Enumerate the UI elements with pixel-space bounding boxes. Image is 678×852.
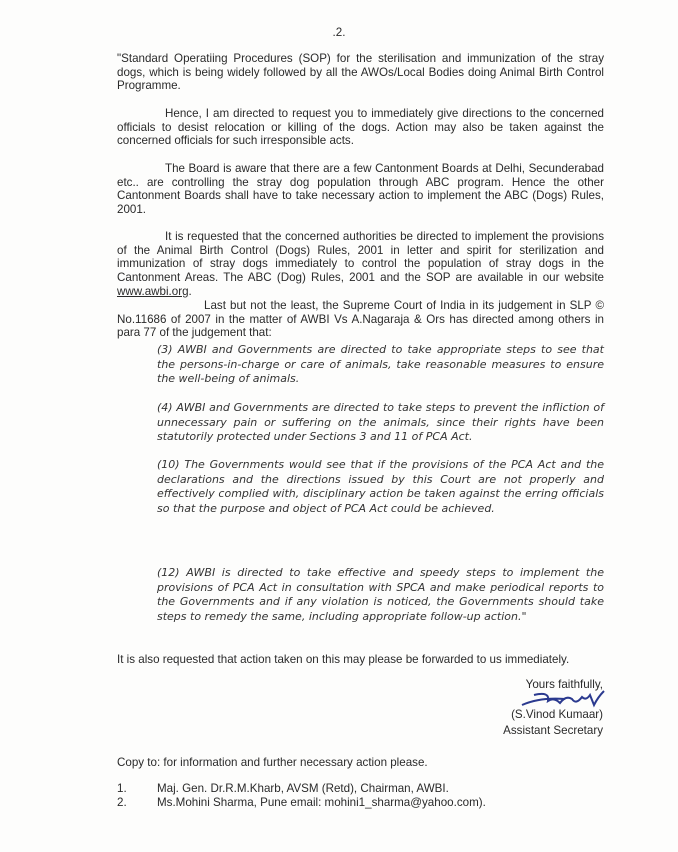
paragraph-sop: "Standard Operatiing Procedures (SOP) for the sterilisation and immunization of the stray dogs, which is being widely followed by all the AWOs/Local Bodies doing Animal Birth Control Programme. bbox=[117, 52, 604, 93]
copy-to-item bbox=[117, 782, 449, 796]
quote-4: (4) AWBI and Governments are directed to take steps to prevent the infliction of unnecessary pain or suffering on the animals, since their rights have been statutorily protected under Sections 3 and 11 of PCA Act. bbox=[157, 401, 604, 444]
paragraph-directions: Hence, I am directed to request you to immediately give directions to the concerned officials to desist relocation or killing of the dogs. Action may also be taken against the concerned officials for such irresponsible acts. bbox=[117, 107, 604, 148]
signatory-title: Assistant Secretary bbox=[503, 724, 603, 737]
paragraph-supreme-court: Last but not the least, the Supreme Court of India in its judgement in SLP © No.11686 of 2007 in the matter of AWBI Vs A.Nagaraja & Ors has directed among others in para 77 of the judgement that: bbox=[117, 299, 604, 340]
item-text: Ms.Mohini Sharma, Pune email: mohini1_sharma@yahoo.com). bbox=[157, 796, 486, 809]
signatory-name: (S.Vinod Kumaar) bbox=[511, 708, 603, 721]
copy-to-label: Copy to: for information and further necessary action please. bbox=[117, 756, 428, 769]
paragraph-request: It is requested that the concerned authorities be directed to implement the provisions of the Animal Birth Control (Dogs) Rules, 2001 in letter and spirit for sterilization and immunization of stray dogs immediately to control the population of stray dogs in the Cantonment Areas. The ABC (Dog) Rules, 2001 and the SOP are available in our website www.awbi.org. bbox=[117, 230, 604, 298]
paragraph-cantonment: The Board is aware that there are a few Cantonment Boards at Delhi, Secunderabad etc.. are controlling the stray dog population through ABC program. Hence the other Cantonment Boards shall have to take necessary action to implement the ABC (Dogs) Rules, 2001. bbox=[117, 162, 604, 217]
page-number: .2. bbox=[332, 26, 346, 39]
copy-to-item bbox=[117, 796, 486, 810]
item-number: 1. bbox=[117, 782, 127, 795]
salutation: Yours faithfully, bbox=[525, 678, 603, 691]
quote-10: (10) The Governments would see that if the provisions of the PCA Act and the declarations and the directions issued by this Court are not properly and effectively complied with, disciplinary action be taken against the erring officials so that the purpose and object of PCA Act could be achieved. bbox=[157, 458, 604, 515]
closing-request: It is also requested that action taken on this may please be forwarded to us immediately. bbox=[117, 653, 570, 666]
item-text: Maj. Gen. Dr.R.M.Kharb, AVSM (Retd), Chairman, AWBI. bbox=[157, 782, 449, 795]
website-link[interactable]: www.awbi.org bbox=[117, 284, 189, 298]
quote-3: (3) AWBI and Governments are directed to take appropriate steps to see that the persons-in-charge or care of animals, take reasonable measures to ensure the well-being of animals. bbox=[157, 343, 604, 386]
paragraph-request-text: It is requested that the concerned authorities be directed to implement the provisions of the Animal Birth Control (Dogs) Rules, 2001 in letter and spirit for sterilization and immunization of stray dogs immediately to control the population of stray dogs in the Cantonment Areas. The ABC (Dog) Rules, 2001 and the SOP are available in our website bbox=[117, 230, 604, 285]
item-number: 2. bbox=[117, 796, 127, 809]
quote-12: (12) AWBI is directed to take effective and speedy steps to implement the provisions of PCA Act in consultation with SPCA and make periodical reports to the Governments and if any violation is noticed, the Governments should take steps to remedy the same, including appropriate follow-up action." bbox=[157, 566, 604, 623]
